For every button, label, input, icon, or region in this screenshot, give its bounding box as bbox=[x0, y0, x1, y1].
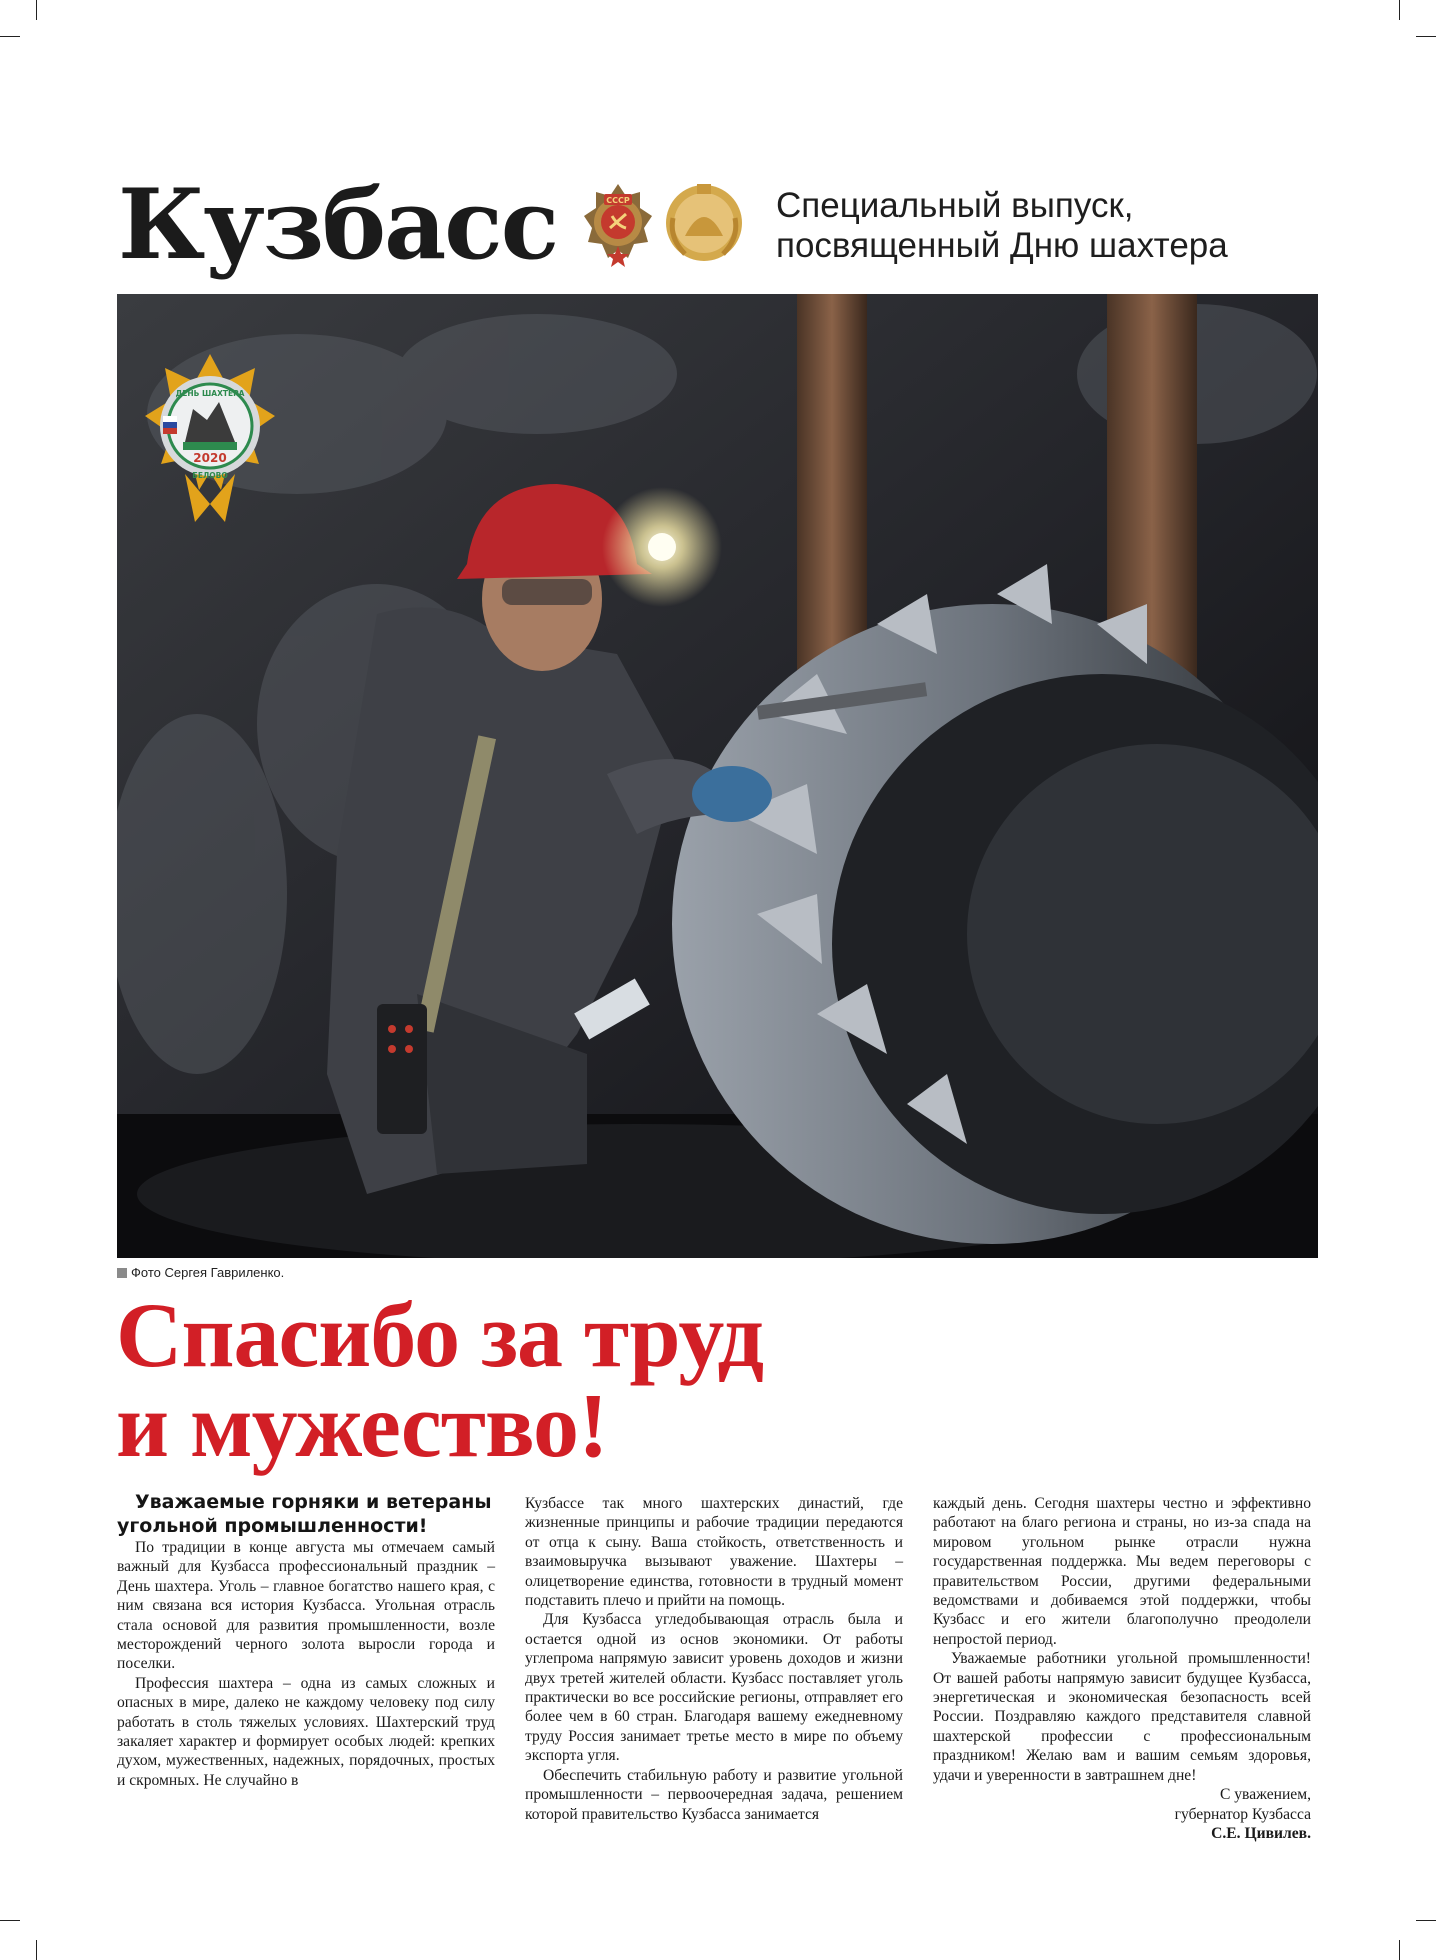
crop-mark bbox=[1399, 0, 1400, 20]
photo-credit-text: Фото Сергея Гавриленко. bbox=[131, 1265, 285, 1280]
credit-square-icon bbox=[117, 1268, 127, 1278]
paragraph: Профессия шахтера – одна из самых сложных и опасных в мире, далеко не каждому человеку под силу работать в столь тяжелых условиях. Шахтерский труд закаляет характер и формирует особых людей: крепких духом, мужественных, надежных, порядочных, простых и скромных. Не случайно в bbox=[117, 1674, 495, 1789]
headline-line: Спасибо за труд bbox=[116, 1284, 764, 1386]
crop-mark bbox=[0, 36, 20, 37]
order-medal-icon bbox=[582, 180, 654, 270]
crop-mark bbox=[1416, 1920, 1436, 1921]
badge-year: 2020 bbox=[193, 451, 227, 465]
article-greeting: Уважаемые горняки и ветераны угольной промышленности! bbox=[117, 1491, 492, 1537]
medal-label: СССР bbox=[606, 196, 630, 205]
miner-photo-illustration bbox=[117, 294, 1318, 1258]
subtitle-line: Специальный выпуск, bbox=[776, 186, 1134, 225]
paragraph: каждый день. Сегодня шахтеры честно и эффективно работают на благо региона и страны, но из-за спада на мировом угольном рынке отрасли нужна государственная поддержка. Мы ведем переговоры с правительством России, другими федеральными ведомствами и добиваемся этой поддержки, чтобы Кузбасс и его жители благополучно преодолели непростой период. bbox=[933, 1495, 1311, 1648]
article-column-3 bbox=[933, 1494, 1311, 1843]
signature-line: губернатор Кузбасса bbox=[1174, 1805, 1311, 1823]
photo-credit bbox=[117, 1265, 284, 1280]
signature-line: С уважением, bbox=[1219, 1786, 1311, 1804]
subtitle-line: посвященный Дню шахтера bbox=[776, 226, 1228, 265]
paragraph: Уважаемые работники угольной промышленности! От вашей работы напрямую зависит будущее Кузбасса, энергетическая и экономическая безопасность всей России. Поздравляю каждого представителя славной шахтерской профессии с профессиональным праздником! Желаю вам и вашим семьям здоровья, удачи и уверенности в завтрашнем дне! bbox=[933, 1650, 1311, 1784]
article-column-1 bbox=[117, 1490, 495, 1790]
crop-mark bbox=[1416, 36, 1436, 37]
signature-name: С.Е. Цивилев. bbox=[1211, 1824, 1311, 1842]
crop-mark bbox=[36, 1940, 37, 1960]
crop-mark bbox=[1399, 1940, 1400, 1960]
badge-top-text: ДЕНЬ ШАХТЕРА bbox=[175, 389, 245, 398]
article-column-2 bbox=[525, 1494, 903, 1824]
cover-photo bbox=[117, 294, 1318, 1258]
issue-subtitle bbox=[776, 186, 1228, 266]
paragraph: Для Кузбасса угледобывающая отрасль была и остается одной из основ экономики. От работы углепрома напрямую зависит уровень доходов и жизни двух третей жителей области. Кузбасс поставляет уголь практически во все российские регионы, отправляет его более чем в 60 стран. Благодаря вашему ежедневному труду Россия занимает третье место в мире по объему экспорта угля. bbox=[525, 1611, 903, 1765]
miners-day-badge bbox=[145, 354, 275, 524]
paragraph: По традиции в конце августа мы отмечаем самый важный для Кузбасса профессиональный праздник – День шахтера. Уголь – главное богатство нашего края, с ним связана вся история Кузбасса. Угольная отрасль стала основой для развития промышленности, возле месторождений черного золота выросли города и поселки. bbox=[117, 1539, 495, 1673]
badge-city: БЕЛОВО bbox=[192, 471, 228, 480]
paragraph: Кузбассе так много шахтерских династий, где жизненные принципы и рабочие традиции передаются от отца к сыну. Ваша стойкость, ответственность и взаимовыручка вызывают уважение. Шахтеры – олицетворение единства, готовности в трудный момент подставить плечо и прийти на помощь. bbox=[525, 1495, 903, 1610]
paragraph: Обеспечить стабильную работу и развитие угольной промышленности – первоочередная задача, решением которой правительство Кузбасса занимается bbox=[525, 1766, 903, 1823]
crop-mark bbox=[36, 0, 37, 20]
crop-mark bbox=[0, 1920, 20, 1921]
newspaper-title: Кузбасс bbox=[118, 168, 558, 281]
headline bbox=[116, 1284, 1216, 1476]
masthead bbox=[118, 170, 1318, 280]
gold-medal-icon bbox=[663, 178, 745, 268]
headline-line: и мужество! bbox=[116, 1374, 608, 1476]
